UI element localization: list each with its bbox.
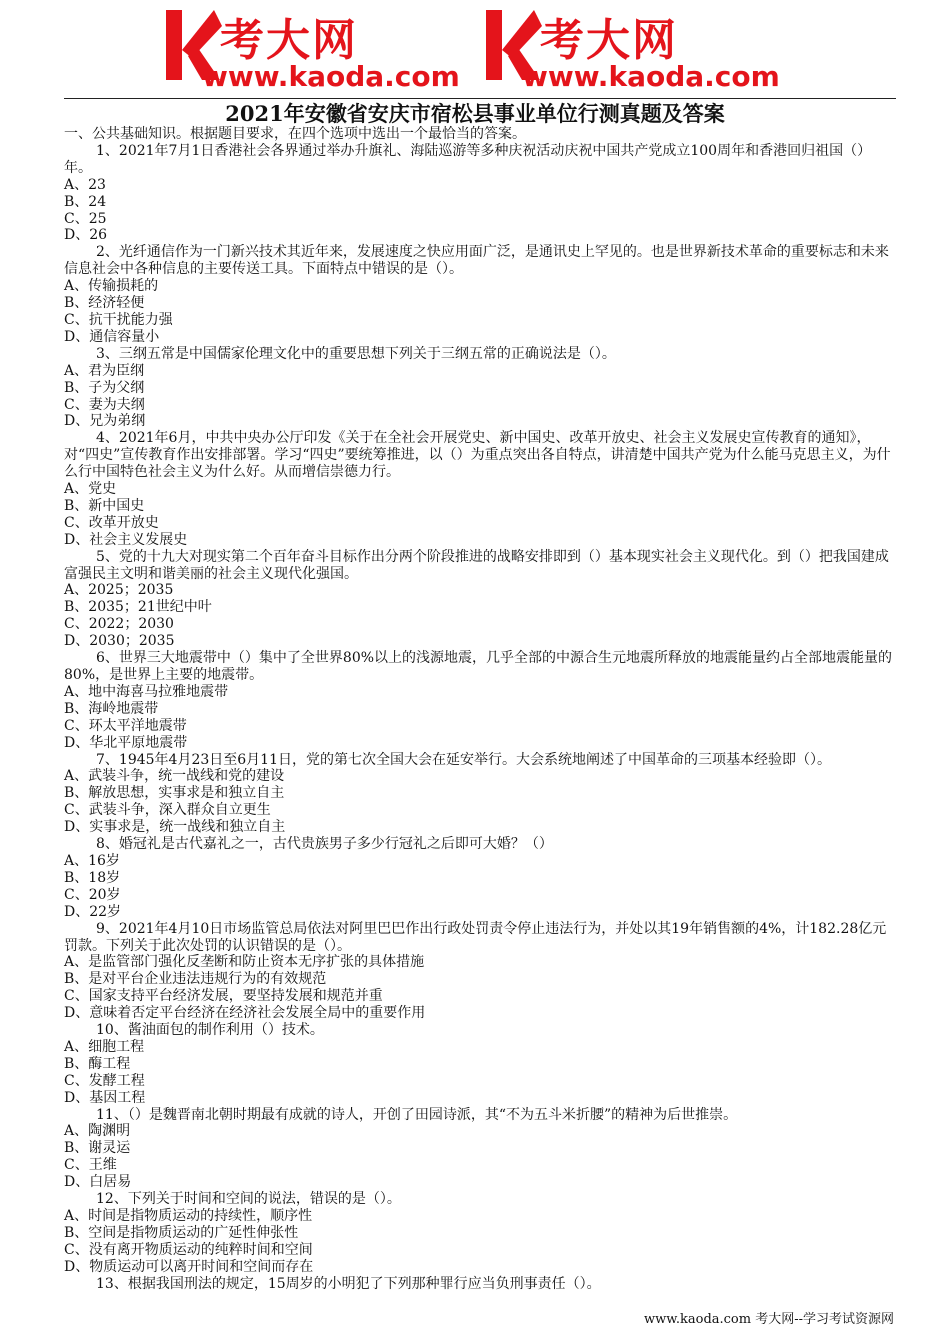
logo-url: www.kaoda.com xyxy=(202,60,460,93)
question-stem: 7、1945年4月23日至6月11日，党的第七次全国大会在延安举行。大会系统地阐述了中国革命的三项基本经验即（）。 xyxy=(96,751,831,768)
answer-option: A、时间是指物质运动的持续性，顺序性 xyxy=(64,1208,313,1224)
question-stem: 11、（）是魏晋南北朝时期最有成就的诗人，开创了田园诗派，其“不为五斗米折腰”的精神为后世推崇。 xyxy=(96,1106,738,1123)
answer-option: D、兄为弟纲 xyxy=(64,413,146,430)
answer-option: C、没有离开物质运动的纯粹时间和空间 xyxy=(64,1241,313,1258)
logo-text: 考大网 xyxy=(220,15,358,66)
answer-option: C、王维 xyxy=(64,1157,117,1174)
answer-option: D、白居易 xyxy=(64,1174,132,1191)
answer-option: B、新中国史 xyxy=(64,497,145,514)
question-stem: 10、酱油面包的制作利用（）技术。 xyxy=(96,1022,324,1039)
answer-option: C、抗干扰能力强 xyxy=(64,311,173,328)
answer-option: A、2025；2035 xyxy=(64,582,174,599)
answer-option: B、24 xyxy=(64,193,107,210)
answer-option: B、谢灵运 xyxy=(64,1140,131,1157)
page-header xyxy=(0,0,950,98)
logo-url: www.kaoda.com xyxy=(522,60,780,93)
answer-option: C、25 xyxy=(64,210,107,227)
answer-option: A、传输损耗的 xyxy=(64,278,159,295)
answer-option: A、16岁 xyxy=(64,852,120,869)
question-stem: 8、婚冠礼是古代嘉礼之一，古代贵族男子多少行冠礼之后即可大婚？（） xyxy=(96,836,553,853)
answer-option: C、20岁 xyxy=(64,886,121,903)
answer-option: C、妻为夫纲 xyxy=(64,396,145,413)
answer-option: B、子为父纲 xyxy=(64,379,145,396)
answer-option: D、26 xyxy=(64,227,108,244)
question-list xyxy=(64,126,896,1293)
answer-option: A、党史 xyxy=(64,481,117,498)
question-stem: 3、三纲五常是中国儒家伦理文化中的重要思想下列关于三纲五常的正确说法是（）。 xyxy=(96,345,616,362)
answer-option: A、武装斗争，统一战线和党的建设 xyxy=(64,768,285,785)
answer-option: C、2022；2030 xyxy=(64,616,174,633)
section-heading: 一、公共基础知识。根据题目要求，在四个选项中选出一个最恰当的答案。 xyxy=(64,126,526,142)
header-divider xyxy=(64,98,896,99)
answer-option: B、空间是指物质运动的广延性伸张性 xyxy=(64,1224,299,1241)
answer-option: D、基因工程 xyxy=(64,1089,146,1106)
answer-option: A、细胞工程 xyxy=(64,1038,145,1055)
answer-option: D、通信容量小 xyxy=(64,328,160,345)
question-stem: 12、下列关于时间和空间的说法，错误的是（）。 xyxy=(96,1191,401,1208)
answer-option: D、物质运动可以离开时间和空间而存在 xyxy=(64,1258,314,1275)
answer-option: A、陶渊明 xyxy=(64,1123,131,1140)
answer-option: C、改革开放史 xyxy=(64,514,159,531)
logo-text: 考大网 xyxy=(540,15,678,66)
question-stem: 2、光纤通信作为一门新兴技术其近年来，发展速度之快应用面广泛，是通讯史上罕见的。也是世界新技术革命的重要标志和未来信息社会中各种信息的主要传送工具。下面特点中错误的是（）。 xyxy=(64,244,889,278)
question-stem: 5、党的十九大对现实第二个百年奋斗目标作出分两个阶段推进的战略安排即到（）基本现实社会主义现代化。到（）把我国建成富强民主文明和谐美丽的社会主义现代化强国。 xyxy=(64,548,889,582)
answer-option: D、2030；2035 xyxy=(64,633,175,650)
answer-option: A、君为臣纲 xyxy=(64,362,145,379)
answer-option: D、22岁 xyxy=(64,903,122,920)
answer-option: D、华北平原地震带 xyxy=(64,734,188,751)
answer-option: B、经济轻便 xyxy=(64,295,145,312)
answer-option: A、是监管部门强化反垄断和防止资本无序扩张的具体措施 xyxy=(64,954,425,971)
page-title: 2021年安徽省安庆市宿松县事业单位行测真题及答案 xyxy=(225,101,725,126)
question-stem: 6、世界三大地震带中（）集中了全世界80%以上的浅源地震，几乎全部的中源合生元地震所释放的地震能量约占全部地震能量的80%，是世界上主要的地震带。 xyxy=(64,650,893,683)
question-stem: 4、2021年6月，中共中央办公厅印发《关于在全社会开展党史、新中国史、改革开放史、社会主义发展史宣传教育的通知》，对“四史”宣传教育作出安排部署。学习“四史”要统筹推进，以（）为重点突出各自特点，讲清楚中国共产党为什么能马克思主义，为什么行中国特色社会主义为什么好。从而增信崇德力行。 xyxy=(64,430,891,481)
answer-option: B、解放思想，实事求是和独立自主 xyxy=(64,785,285,802)
page-footer: www.kaoda.com 考大网--学习考试资源网 xyxy=(644,1312,894,1327)
answer-option: B、酶工程 xyxy=(64,1055,131,1072)
answer-option: A、23 xyxy=(64,176,106,193)
question-stem: 9、2021年4月10日市场监管总局依法对阿里巴巴作出行政处罚责令停止违法行为，并处以其19年销售额的4%，计182.28亿元罚款。下列关于此次处罚的认识错误的是（）。 xyxy=(64,920,887,954)
answer-option: B、海岭地震带 xyxy=(64,700,159,717)
answer-option: B、2035；21世纪中叶 xyxy=(64,599,212,616)
answer-option: A、地中海喜马拉雅地震带 xyxy=(64,683,229,700)
answer-option: C、武装斗争，深入群众自立更生 xyxy=(64,802,271,819)
answer-option: D、社会主义发展史 xyxy=(64,531,188,548)
answer-option: B、是对平台企业违法违规行为的有效规范 xyxy=(64,971,327,988)
question-stem: 13、根据我国刑法的规定，15周岁的小明犯了下列那种罪行应当负刑事责任（）。 xyxy=(96,1275,601,1292)
answer-option: C、环太平洋地震带 xyxy=(64,717,187,734)
question-stem: 1、2021年7月1日香港社会各界通过举办升旗礼、海陆巡游等多种庆祝活动庆祝中国共产党成立100周年和香港回归祖国（）年。 xyxy=(64,142,872,176)
answer-option: D、意味着否定平台经济在经济社会发展全局中的重要作用 xyxy=(64,1005,426,1022)
answer-option: C、国家支持平台经济发展，要坚持发展和规范并重 xyxy=(64,988,383,1005)
answer-option: C、发酵工程 xyxy=(64,1072,145,1089)
answer-option: B、18岁 xyxy=(64,869,121,886)
answer-option: D、实事求是，统一战线和独立自主 xyxy=(64,819,286,836)
